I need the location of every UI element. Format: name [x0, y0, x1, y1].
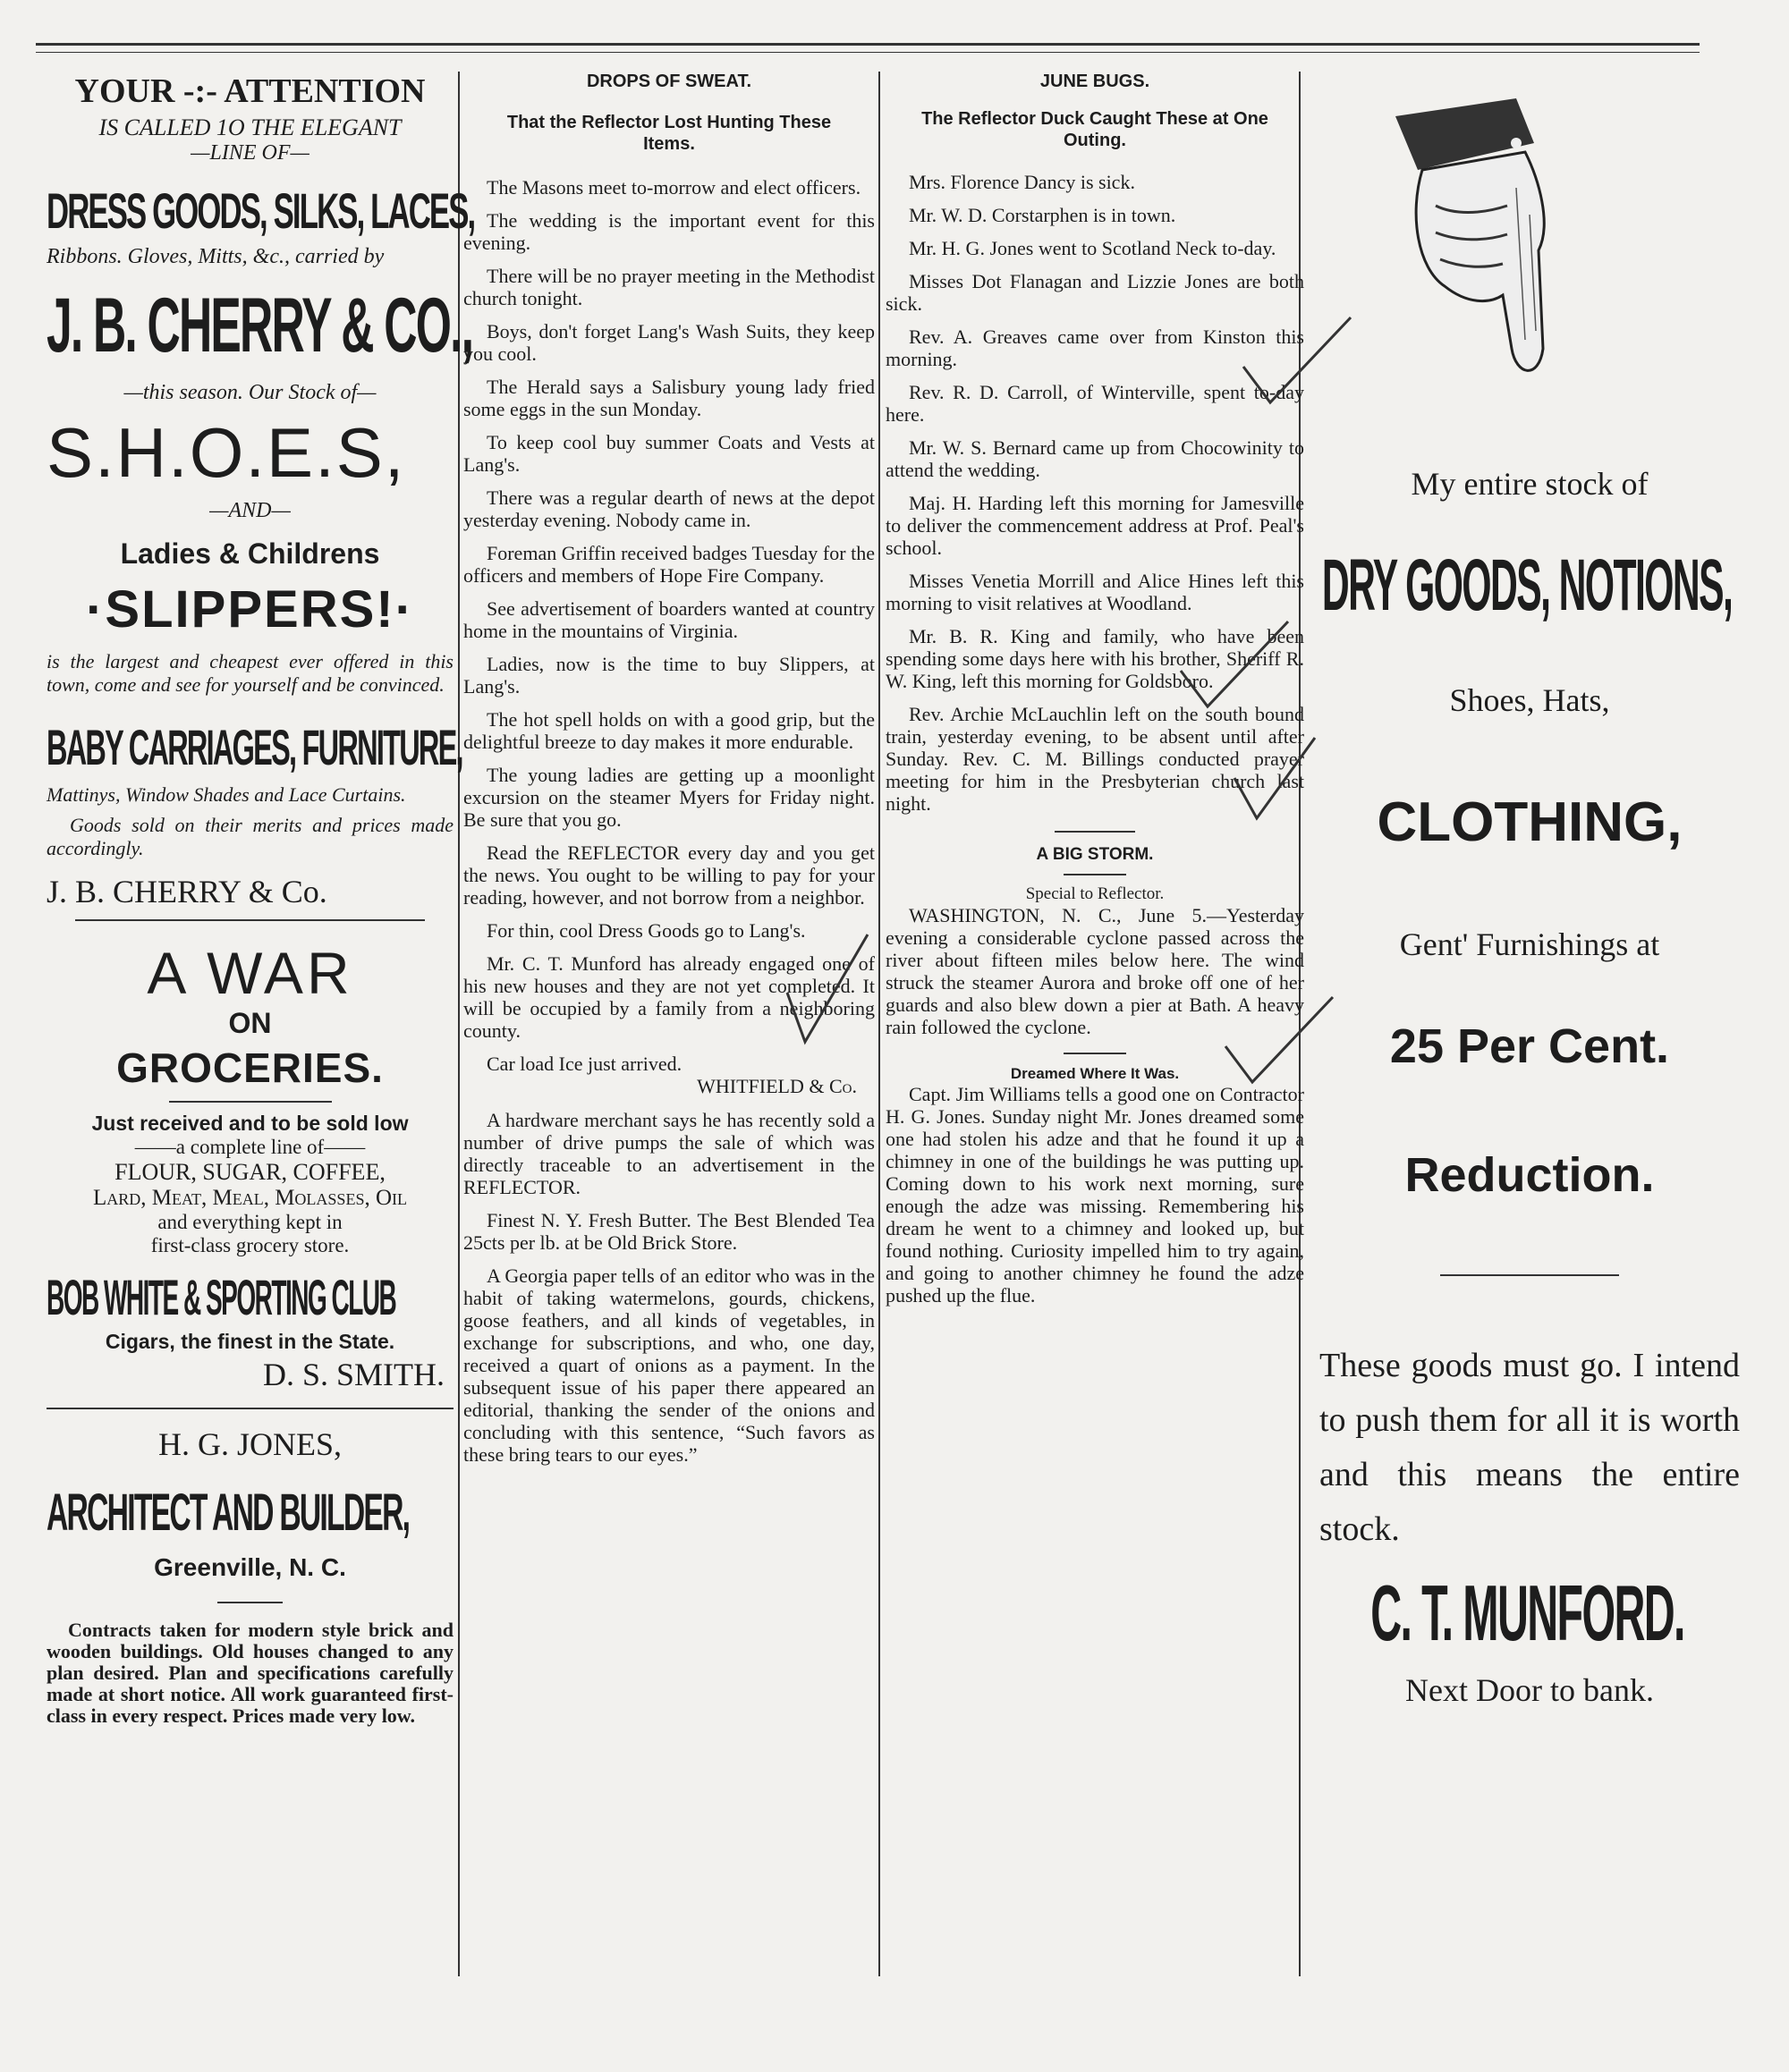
drops-items-2 [463, 1109, 875, 1466]
cherry-heading: J. B. CHERRY & CO., [47, 283, 473, 368]
check-mark-icon [778, 930, 877, 1046]
groceries-heading: GROCERIES. [116, 1044, 384, 1091]
dress-goods-heading: DRESS GOODS, SILKS, LACES, [47, 182, 475, 239]
divider [1055, 831, 1135, 833]
divider [169, 1101, 332, 1103]
munford-signature: C. T. MUNFORD. [1370, 1569, 1684, 1657]
contracts-text: Contracts taken for modern style brick and wooden buildings. Old houses changed to any plan desired. Plan and specifications carefully made at short notice. All work guaranteed first-class in every respect. Prices made very low. [47, 1619, 454, 1727]
ribbons-line: Ribbons. Gloves, Mitts, &c., carried by [47, 245, 385, 268]
slippers-heading: ·SLIPPERS!· [86, 580, 414, 639]
gents-line: Gent' Furnishings at [1399, 926, 1660, 962]
news-item: Ladies, now is the time to buy Slippers, at Lang's. [463, 653, 875, 698]
column-rule-2 [878, 72, 880, 1976]
just-received-line: Just received and to be sold low [91, 1112, 409, 1135]
news-item: Mr. W. S. Bernard came up from Chocowinity to attend the wedding. [886, 436, 1304, 481]
news-item: A hardware merchant says he has recently sold a number of drive pumps the sale of which was directly traceable to an advertisement in the REFLECTOR. [463, 1109, 875, 1198]
ladies-line: Ladies & Childrens [120, 537, 380, 570]
shoes-hats-line: Shoes, Hats, [1449, 682, 1610, 718]
cherry-signature: J. B. CHERRY & Co. [47, 874, 327, 909]
baby-carriages-heading: BABY CARRIAGES, FURNITURE, [47, 719, 462, 775]
news-item: There was a regular dearth of news at the depot yesterday evening. Nobody came in. [463, 486, 875, 531]
news-item: Mr. W. D. Corstarphen is in town. [909, 204, 1176, 226]
check-mark-icon [1234, 313, 1360, 411]
news-item: Mr. H. G. Jones went to Scotland Neck to-day. [909, 237, 1276, 259]
flour-line: FLOUR, SUGAR, COFFEE, [114, 1159, 386, 1185]
divider [1064, 874, 1126, 875]
news-item: To keep cool buy summer Coats and Vests at Lang's. [463, 431, 875, 476]
news-item: Boys, don't forget Lang's Wash Suits, they keep you cool. [463, 320, 875, 365]
divider [217, 1602, 283, 1603]
must-go-text: These goods must go. I intend to push them for all it is worth and this means the entire stock. [1319, 1347, 1740, 1548]
june-bugs-title: JUNE BUGS. [1039, 72, 1150, 91]
dreamed-text: Capt. Jim Williams tells a good one on Contractor H. G. Jones. Sunday night Mr. Jones dreamed some one had stolen his adze and that he found it up a chimney in one of the buildings he was putting up. Coming down to his work next morning, sure enough the adze was missing. Remembering his dream he went to a chimney and looked up, but found nothing. Curiosity impelled him to try again, and going to another chimney he found the adze pushed up the flue. [886, 1083, 1304, 1307]
news-item: The Herald says a Salisbury young lady fried some eggs in the sun Monday. [463, 376, 875, 420]
line-of: —LINE OF— [191, 141, 309, 165]
news-item: Rev. R. D. Carroll, of Winterville, spent to-day here. [886, 381, 1304, 426]
storm-special: Special to Reflector. [1025, 884, 1165, 903]
first-class-line: first-class grocery store. [150, 1234, 350, 1256]
bob-white-heading: BOB WHITE & SPORTING CLUB [47, 1269, 396, 1325]
shoes-heading: S.H.O.E.S, [47, 413, 406, 492]
drops-title: DROPS OF SWEAT. [586, 72, 752, 91]
news-item: The hot spell holds on with a good grip, but the delightful breeze to day makes it more endurable. [463, 708, 875, 753]
check-mark-icon [1230, 733, 1319, 832]
news-item: A Georgia paper tells of an editor who was in the habit of taking watermelons, gourds, chickens, goose feathers, and all kinds of vegetables, in exchange for subscriptions, and who, one day, received a quart of onions as a payment. In the subsequent issue of his paper there appeared an editorial, thanking the sender of the onions and concluding with this sentence, “Such favors as these bring tears to our eyes.” [463, 1264, 875, 1466]
news-item: The Masons meet to-morrow and elect officers. [487, 176, 861, 199]
news-item: The young ladies are getting up a moonlight excursion on the steamer Myers for Friday night. Be sure that you go. [463, 764, 875, 831]
news-item: Misses Venetia Morrill and Alice Hines left this morning to visit relatives at Woodland. [886, 570, 1304, 614]
smith-signature: D. S. SMITH. [262, 1357, 445, 1392]
complete-line: ——a complete line of—— [134, 1136, 366, 1158]
news-item: Finest N. Y. Fresh Butter. The Best Blended Tea 25cts per lb. at be Old Brick Store. [463, 1209, 875, 1254]
my-entire-line: My entire stock of [1411, 466, 1649, 502]
divider [47, 1408, 454, 1409]
munford-advertisement-column [1310, 72, 1749, 1709]
mattings-line: Mattinys, Window Shades and Lace Curtains. [47, 783, 406, 806]
top-rule [36, 43, 1700, 46]
greenville-line: Greenville, N. C. [154, 1553, 346, 1581]
drops-of-sweat-column [463, 72, 875, 1476]
news-item: Rev. Archie McLauchlin left on the south bound train, yesterday evening, to be absent until after Sunday. Rev. C. M. Billings conducted prayer meeting for him in the Presbyterian church last night. [886, 703, 1304, 815]
storm-text: WASHINGTON, N. C., June 5.—Yesterday evening a considerable cyclone passed across the river about fifteen miles below here. The wind struck the steamer Aurora and broke off one of her guards and also blew down a pier at Bath. A heavy rain followed the cyclone. [886, 904, 1304, 1038]
check-mark-icon [1217, 993, 1342, 1091]
this-season-line: —this season. Our Stock of— [123, 381, 377, 404]
top-rule-thin [36, 52, 1700, 53]
news-item: Foreman Griffin received badges Tuesday for the officers and members of Hope Fire Company. [463, 542, 875, 587]
per-cent-heading: 25 Per Cent. [1389, 1019, 1670, 1073]
divider [1064, 1053, 1126, 1054]
dry-goods-heading: DRY GOODS, NOTIONS, [1321, 545, 1733, 626]
reduction-heading: Reduction. [1404, 1148, 1655, 1202]
on-line: ON [228, 1007, 272, 1039]
news-item: See advertisement of boarders wanted at country home in the mountains of Virginia. [463, 597, 875, 642]
and-line: —AND— [209, 499, 291, 522]
divider [1440, 1274, 1619, 1276]
check-mark-icon [1172, 617, 1297, 715]
cherry-advertisement-column [47, 72, 475, 1727]
news-item: Maj. H. Harding left this morning for Jamesville to deliver the commencement address at Prof. Peal's school. [886, 492, 1304, 559]
news-item: Mrs. Florence Dancy is sick. [909, 171, 1135, 193]
whitfield-signature: WHITFIELD & Co. [697, 1075, 857, 1097]
goods-sold-line: Goods sold on their merits and prices made accordingly. [47, 814, 454, 859]
attention-heading: YOUR -:- ATTENTION [74, 72, 426, 110]
everything-line: and everything kept in [157, 1211, 343, 1233]
clothing-heading: CLOTHING, [1377, 791, 1683, 853]
news-item: The wedding is the important event for this evening. [463, 209, 875, 254]
june-bugs-items [886, 171, 1304, 815]
news-item: For thin, cool Dress Goods go to Lang's. [487, 919, 806, 942]
drops-subtitle: That the Reflector Lost Hunting These Items. [506, 113, 832, 154]
news-item: Misses Dot Flanagan and Lizzie Jones are both sick. [886, 270, 1304, 315]
largest-text: is the largest and cheapest ever offered in this town, come and see for yourself and be convinced. [47, 650, 454, 696]
news-item: Read the REFLECTOR every day and you get the news. You ought to be willing to pay for your reading, however, and not borrow from a neighbor. [463, 841, 875, 909]
news-item: Mr. C. T. Munford has already engaged one of his new houses and they are not yet completed. It will be occupied by a family from a neighboring county. [463, 952, 875, 1042]
pointing-hand-icon [1382, 80, 1597, 402]
lard-line: Lard, Meat, Meal, Molasses, Oil [92, 1186, 407, 1210]
dreamed-title: Dreamed Where It Was. [1010, 1065, 1180, 1082]
architect-heading: ARCHITECT AND BUILDER, [47, 1484, 410, 1542]
next-door-line: Next Door to bank. [1405, 1672, 1654, 1708]
divider [75, 919, 425, 921]
news-item: There will be no prayer meeting in the Methodist church tonight. [463, 265, 875, 309]
storm-title: A BIG STORM. [1036, 845, 1154, 864]
war-heading: A WAR [147, 940, 353, 1006]
cigars-line: Cigars, the finest in the State. [105, 1330, 395, 1353]
news-item: Car load Ice just arrived. [487, 1053, 683, 1075]
called-line: IS CALLED 1O THE ELEGANT [98, 114, 402, 140]
news-item: Mr. B. R. King and family, who have been spending some days here with his brother, Sheriff R. W. King, left this morning for Goldsboro. [886, 625, 1304, 692]
june-bugs-subtitle: The Reflector Duck Caught These at One Outing. [921, 109, 1268, 150]
news-item: Rev. A. Greaves came over from Kinston this morning. [886, 326, 1304, 370]
hg-jones-heading: H. G. JONES, [157, 1426, 342, 1462]
